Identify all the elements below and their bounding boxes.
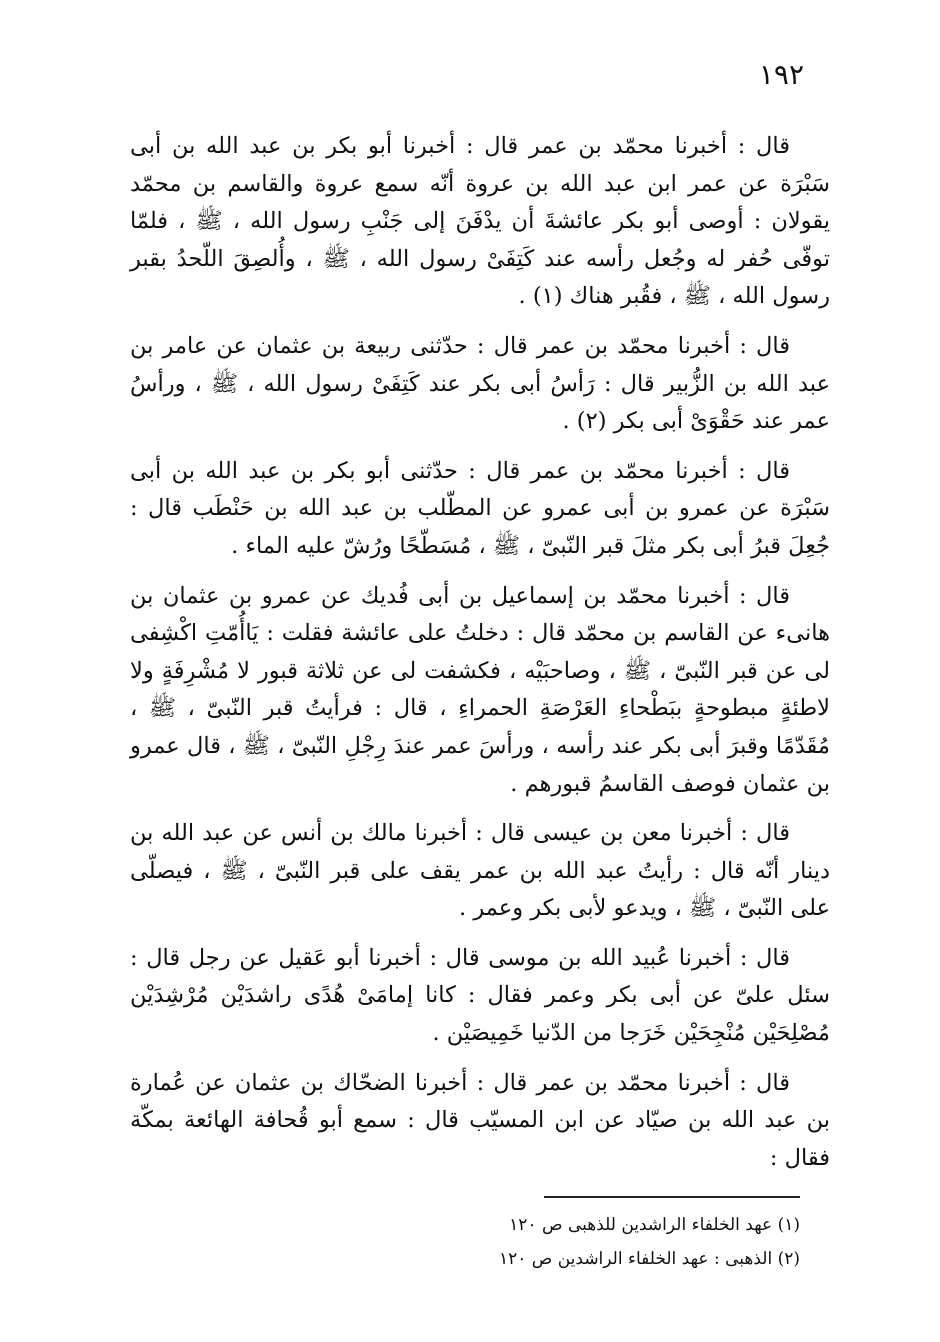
- page-number: ١٩٢: [758, 58, 804, 91]
- paragraph-7: قال : أخبرنا محمّد بن عمر قال : أخبرنا الضحّاك بن عثمان عن عُمارة بن عبد الله بن صيّاد عن ابن المسيّب قال : سمع أبو قُحافة الهائعة بمكّة فقال :: [130, 1069, 830, 1171]
- footnote-2: (٢) الذهبى : عهد الخلفاء الراشدين ص ١٢٠: [498, 1249, 800, 1269]
- paragraph-1: قال : أخبرنا محمّد بن عمر قال : أخبرنا أبو بكر بن عبد الله بن أبى سَبْرَة عن عمر ابن عبد الله بن عروة أنّه سمع عروة والقاسم بن محمّد يقولان : أوصى أبو بكر عائشةَ أن يدْفَنَ إلى جَنْبِ رسول الله ، ﷺ ، فلمّا توفّى حُفر له وجُعل رأسه عند كَتِفَىْ رسول الله ، ﷺ ، وأُلصِقَ اللّحدُ بقبر رسول الله ، ﷺ ، فقُبر هناك (١) .: [130, 133, 830, 310]
- footnotes: [200, 1208, 800, 1276]
- footnote-1: (١) عهد الخلفاء الراشدين للذهبى ص ١٢٠: [509, 1215, 800, 1235]
- paragraph-5: قال : أخبرنا معن بن عيسى قال : أخبرنا مالك بن أنس عن عبد الله بن دينار أنّه قال : رأيتُ عبد الله بن عمر يقف على قبر النّبىّ ، ﷺ ، فيصلّى على النّبىّ ، ﷺ ، ويدعو لأبى بكر وعمر .: [130, 820, 830, 922]
- paragraph-3: قال : أخبرنا محمّد بن عمر قال : حدّثنى أبو بكر بن عبد الله بن أبى سَبْرَة عن عمرو بن أبى عمرو عن المطّلب بن عبد الله بن حَنْطَب قال : جُعِلَ قبرُ أبى بكر مثلَ قبر النّبىّ ، ﷺ ، مُسَطّحًا ورُشّ عليه الماء .: [130, 457, 830, 559]
- footnote-divider: [544, 1196, 800, 1198]
- paragraph-2: قال : أخبرنا محمّد بن عمر قال : حدّثنى ربيعة بن عثمان عن عامر بن عبد الله بن الزُّبير قال : رَأسُ أبى بكر عند كَتِفَىْ رسول الله ، ﷺ ، ورأسُ عمر عند حَقْوَىْ أبى بكر (٢) .: [130, 332, 830, 435]
- paragraph-6: قال : أخبرنا عُبيد الله بن موسى قال : أخبرنا أبو عَقيل عن رجل قال : سئل علىّ عن أبى بكر وعمر فقال : كانا إمامَىْ هُدًى راشدَيْن مُرْشِدَيْن مُصْلِحَيْن مُنْجِحَيْن خَرَجا من الدّنيا خَمِيصَيْن .: [130, 944, 830, 1047]
- paragraph-4: قال : أخبرنا محمّد بن إسماعيل بن أبى فُديك عن عمرو بن عثمان بن هانىء عن القاسم بن محمّد قال : دخلتُ على عائشة فقلت : يَاأُمّتِ اكْشِفى لى عن قبر النّبىّ ، ﷺ ، وصاحبَيْه ، فكشفت لى عن ثلاثة قبور لا مُشْرِفَةٍ ولا لاطئةٍ مبطوحةٍ ببَطْحاءِ العَرْصَةِ الحمراءِ ، قال : فرأيتُ قبر النّبىّ ، ﷺ ، مُقَدّمًا وقبرَ أبى بكر عند رأسه ، ورأسَ عمر عندَ رِجْلِ النّبىّ ، ﷺ ، قال عمرو بن عثمان فوصف القاسمُ قبورهم .: [130, 582, 830, 797]
- body-text: [130, 128, 830, 1189]
